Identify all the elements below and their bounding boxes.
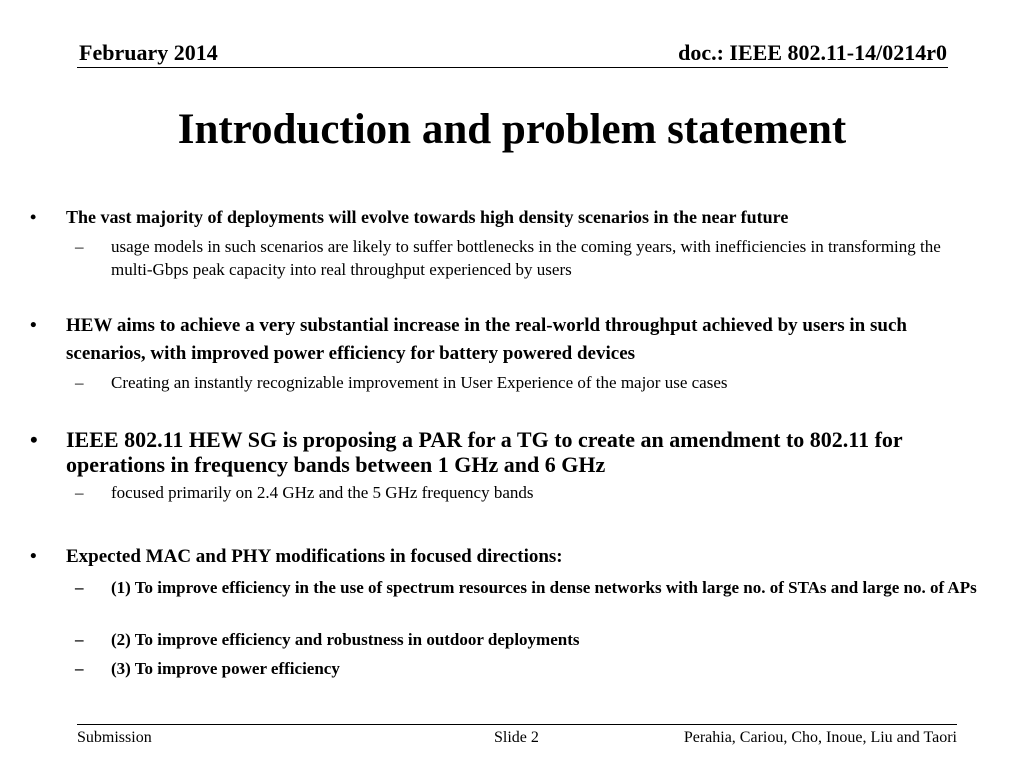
footer-slide-number: Slide 2 <box>494 729 539 746</box>
bullet-text: Expected MAC and PHY modifications in focused directions: <box>66 546 563 567</box>
dash-marker: – <box>75 659 84 678</box>
bullet-text: HEW aims to achieve a very substantial increase in the real-world throughput achieved by users in such scenarios, with improved power efficiency for battery powered devices <box>66 315 907 364</box>
bullet-text: IEEE 802.11 HEW SG is proposing a PAR for a TG to create an amendment to 802.11 for operations in frequency bands between 1 GHz and 6 GHz <box>66 427 903 477</box>
sub-bullet-text: (2) To improve efficiency and robustness in outdoor deployments <box>111 630 580 649</box>
sub-bullet-item <box>75 235 981 281</box>
footer-authors: Perahia, Cariou, Cho, Inoue, Liu and Taori <box>683 729 957 746</box>
bullet-item <box>30 544 986 570</box>
sub-bullet-text: usage models in such scenarios are likely to suffer bottlenecks in the coming years, with inefficiencies in transforming the multi-Gbps peak capacity into real throughput experienced by users <box>111 237 941 279</box>
bullet-item <box>30 312 986 368</box>
sub-bullet-item <box>75 576 981 599</box>
footer-submission: Submission <box>77 729 152 746</box>
sub-bullet-item <box>75 628 981 651</box>
header-doc-id: doc.: IEEE 802.11-14/0214r0 <box>678 40 947 65</box>
footer-divider <box>77 724 957 725</box>
bullet-item <box>30 427 946 477</box>
header-divider <box>77 67 948 68</box>
bullet-item <box>30 205 986 229</box>
bullet-marker: • <box>30 546 37 567</box>
sub-bullet-text: (3) To improve power efficiency <box>111 659 340 678</box>
header-date: February 2014 <box>79 40 218 65</box>
bullet-marker: • <box>30 427 38 452</box>
dash-marker: – <box>75 373 84 392</box>
dash-marker: – <box>75 237 84 256</box>
bullet-text: The vast majority of deployments will evolve towards high density scenarios in the near future <box>66 207 789 227</box>
sub-bullet-text: focused primarily on 2.4 GHz and the 5 GHz frequency bands <box>111 483 534 502</box>
sub-bullet-text: Creating an instantly recognizable improvement in User Experience of the major use cases <box>111 373 728 392</box>
bullet-marker: • <box>30 315 37 336</box>
sub-bullet-item <box>75 371 981 394</box>
dash-marker: – <box>75 578 84 597</box>
dash-marker: – <box>75 483 84 502</box>
sub-bullet-text: (1) To improve efficiency in the use of spectrum resources in dense networks with large no. of STAs and large no. of APs <box>111 578 977 597</box>
sub-bullet-item <box>75 657 981 680</box>
slide-title: Introduction and problem statement <box>177 106 847 153</box>
dash-marker: – <box>75 630 84 649</box>
bullet-marker: • <box>30 207 37 227</box>
sub-bullet-item <box>75 481 981 504</box>
